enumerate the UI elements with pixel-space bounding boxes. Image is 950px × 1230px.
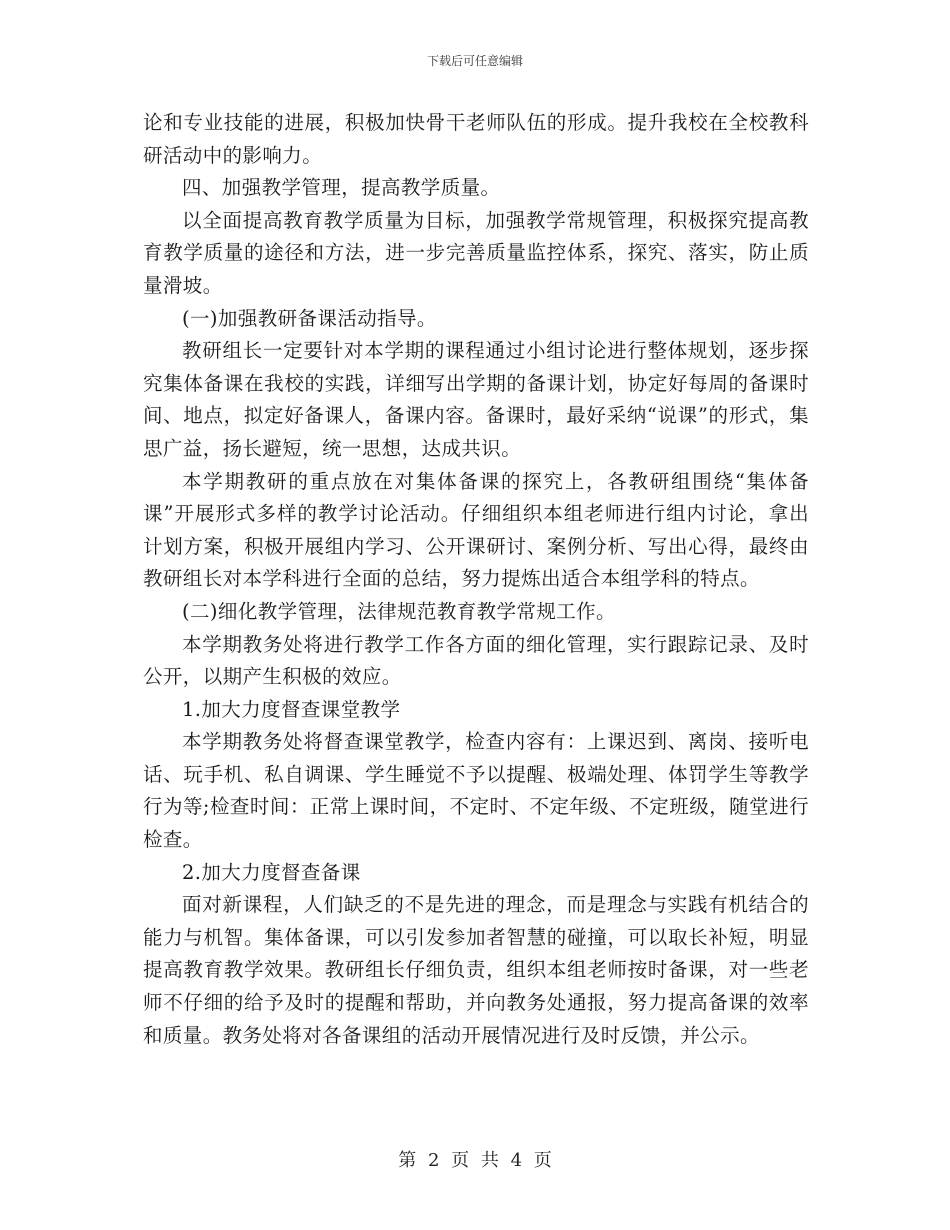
paragraph: 本学期教研的重点放在对集体备课的探究上，各教研组围绕“集体备课”开展形式多样的教学讨论活动。仔细组织本组老师进行组内讨论，拿出计划方案，积极开展组内学习、公开课研讨、案例分析、写出心得，最终由教研组长对本学科进行全面的总结，努力提炼出适合本组学科的特点。 <box>143 469 809 591</box>
page-number: 第 2 页 共 4 页 <box>398 1150 552 1171</box>
subsection-heading: (二)细化教学管理，法律规范教育教学常规工作。 <box>182 599 616 623</box>
paragraph: 以全面提高教育教学质量为目标，加强教学常规管理，积极探究提高教育教学质量的途径和方法，进一步完善质量监控体系，探究、落实，防止质量滑坡。 <box>143 208 809 297</box>
paragraph: 本学期教务处将督查课堂教学，检查内容有：上课迟到、离岗、接听电话、玩手机、私自调课、学生睡觉不予以提醒、极端处理、体罚学生等教学行为等;检查时间：正常上课时间，不定时、不定年级、不定班级，随堂进行检查。 <box>143 730 809 852</box>
paragraph: 面对新课程，人们缺乏的不是先进的理念，而是理念与实践有机结合的能力与机智。集体备课，可以引发参加者智慧的碰撞，可以取长补短，明显提高教育教学效果。教研组长仔细负责，组织本组老师按时备课，对一些老师不仔细的给予及时的提醒和帮助，并向教务处通报，努力提高备课的效率和质量。教务处将对各备课组的活动开展情况进行及时反馈，并公示。 <box>143 893 809 1047</box>
list-item-heading: 1.加大力度督查课堂教学 <box>182 697 401 721</box>
document-body <box>143 107 809 1052</box>
page-header: 下载后可任意编辑 <box>426 54 523 68</box>
paragraph: 本学期教务处将进行教学工作各方面的细化管理，实行跟踪记录、及时公开，以期产生积极的效应。 <box>143 632 809 689</box>
paragraph: 论和专业技能的进展，积极加快骨干老师队伍的形成。提升我校在全校教科研活动中的影响力。 <box>143 111 809 167</box>
list-item-heading: 2.加大力度督查备课 <box>182 860 361 884</box>
paragraph: 教研组长一定要针对本学期的课程通过小组讨论进行整体规划，逐步探究集体备课在我校的实践，详细写出学期的备课计划，协定好每周的备课时间、地点，拟定好备课人，备课内容。备课时，最好采纳“说课”的形式，集思广益，扬长避短，统一思想，达成共识。 <box>143 339 809 460</box>
section-heading: 四、加强教学管理，提高教学质量。 <box>182 176 501 200</box>
subsection-heading: (一)加强教研备课活动指导。 <box>182 306 437 330</box>
